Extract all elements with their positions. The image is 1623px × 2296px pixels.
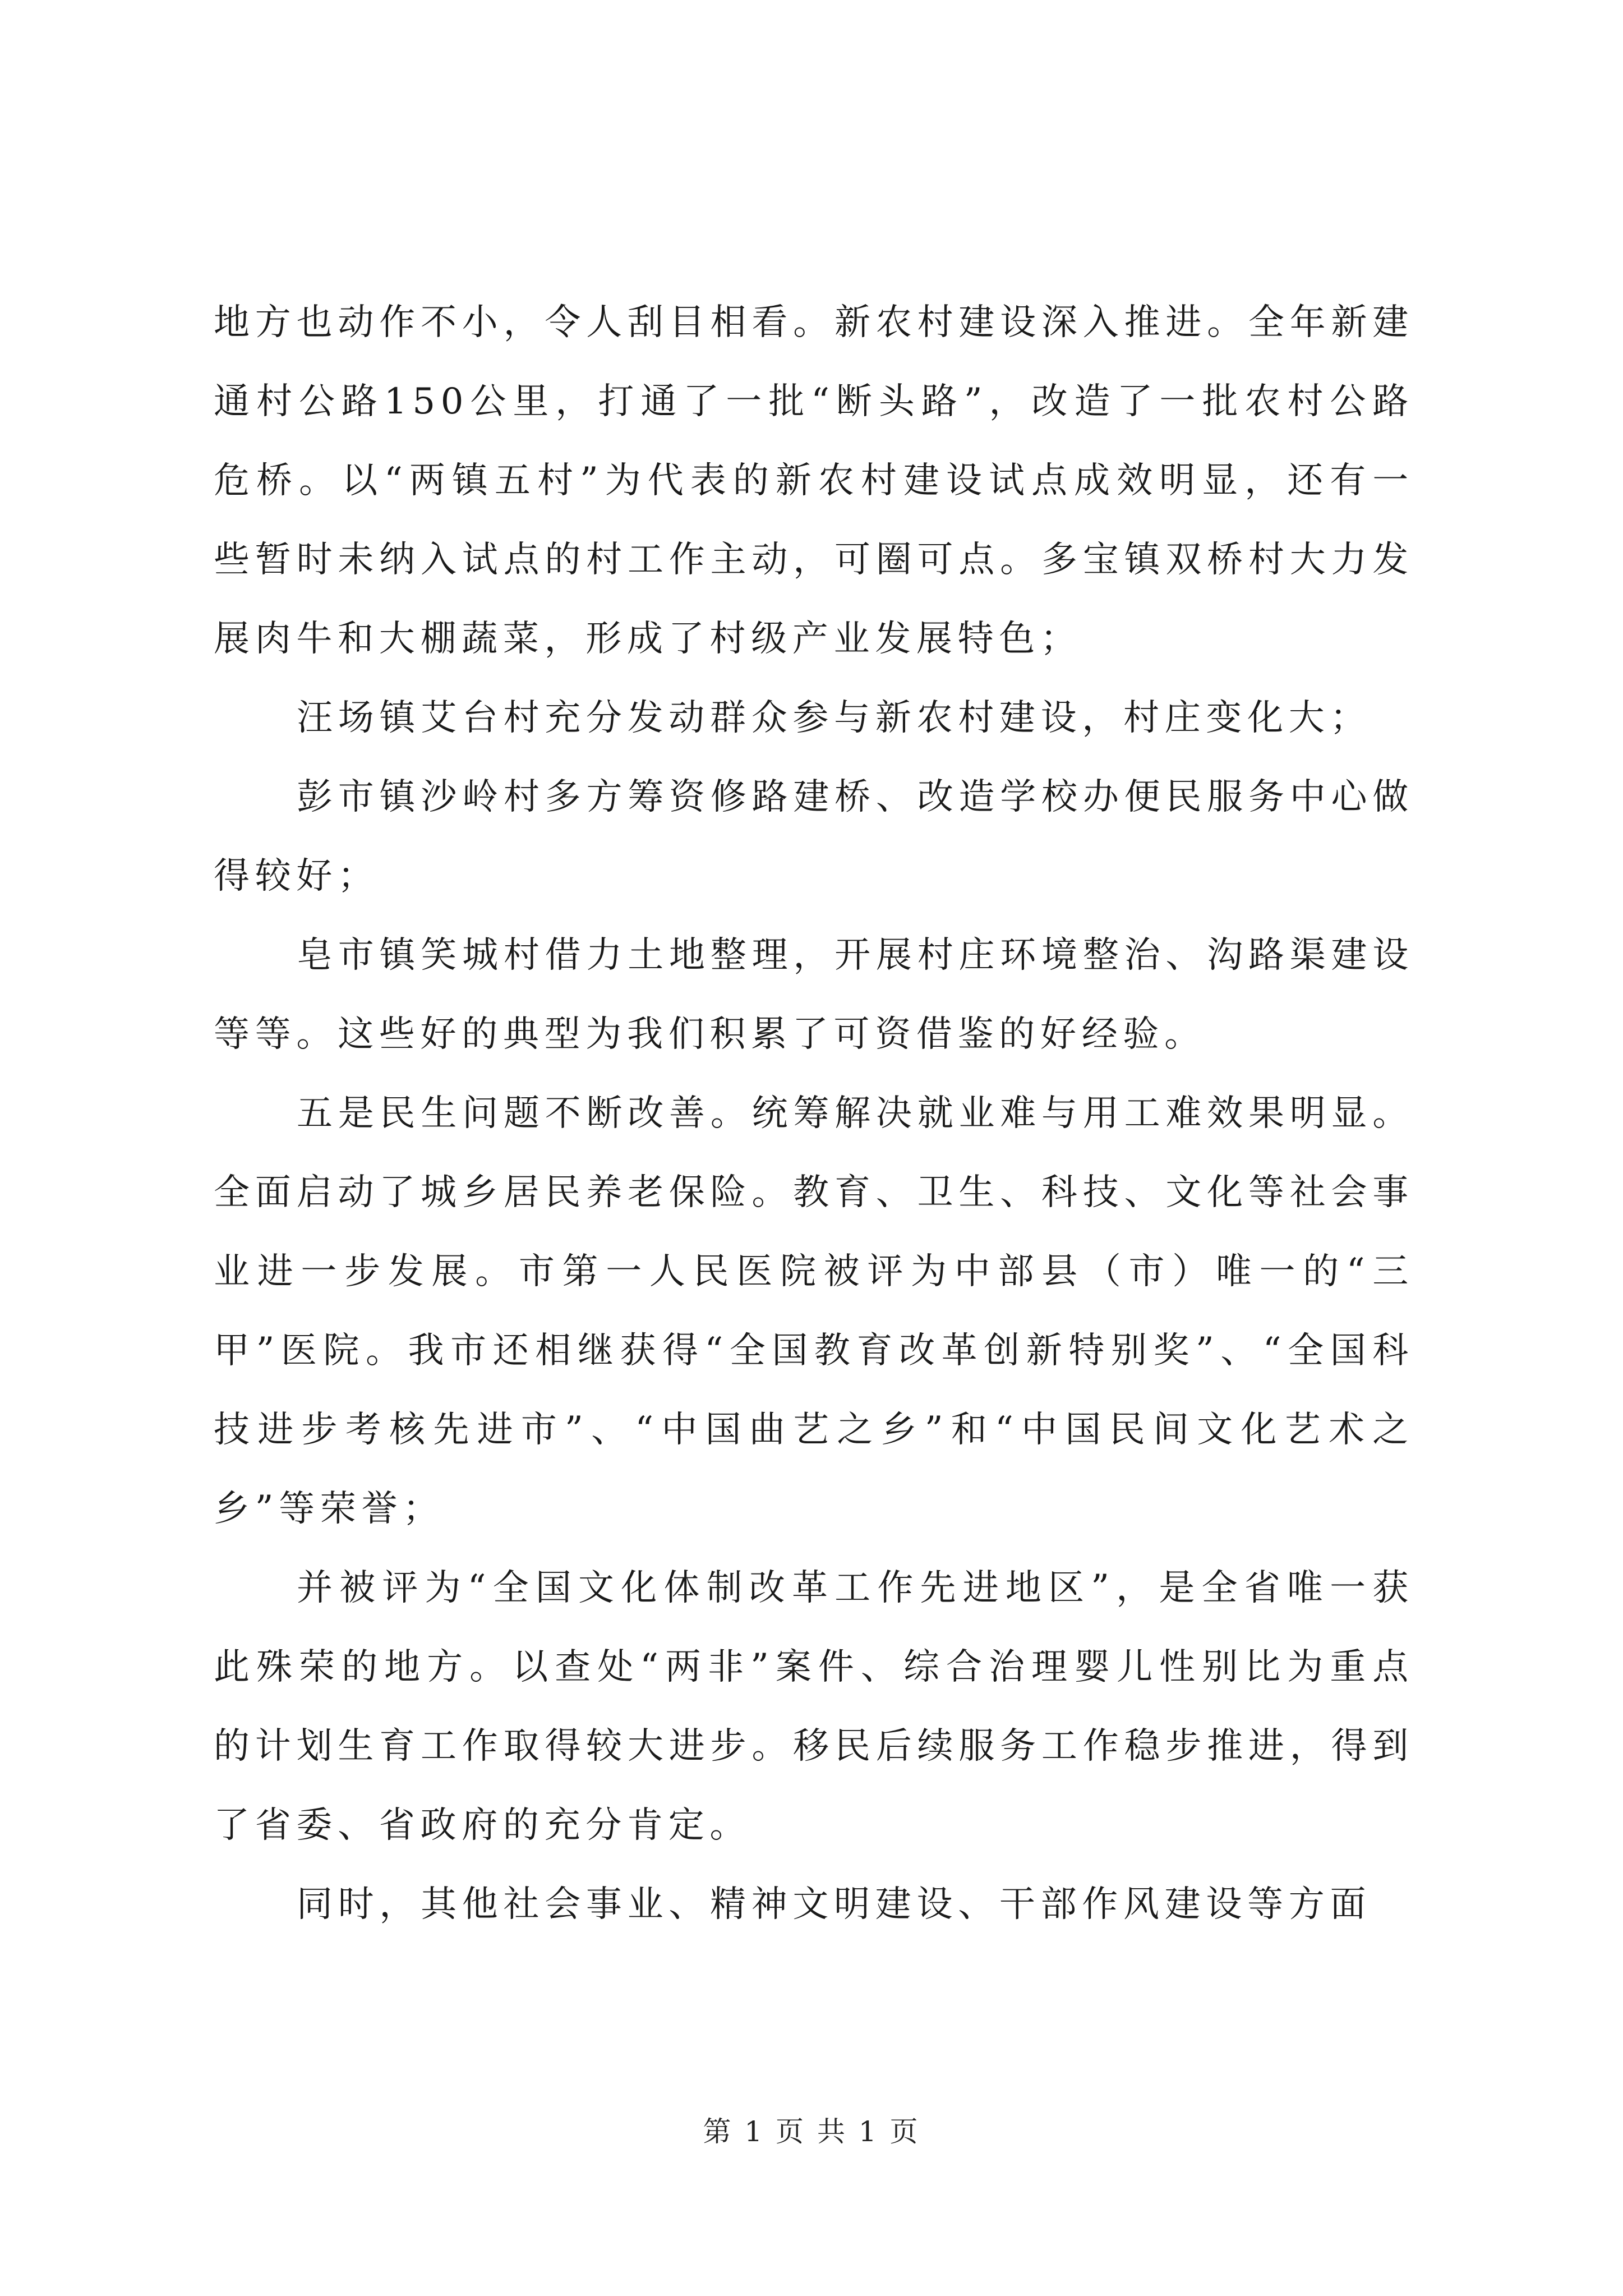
page-footer [0,2115,1623,2148]
paragraph-1: 地方也动作不小，令人刮目相看。新农村建设深入推进。全年新建通村公路150公里，打通了一批“断头路”，改造了一批农村公路危桥。以“两镇五村”为代表的新农村建设试点成效明显，还有一些暂时未纳入试点的村工作主动，可圈可点。多宝镇双桥村大力发展肉牛和大棚蔬菜，形成了村级产业发展特色； [214,302,1414,660]
document-body [214,283,1414,1944]
paragraph-5: 五是民生问题不断改善。统筹解决就业难与用工难效果明显。全面启动了城乡居民养老保险。教育、卫生、科技、文化等社会事业进一步发展。市第一人民医院被评为中部县（市）唯一的“三甲”医院。我市还相继获得“全国教育改革创新特别奖”、“全国科技进步考核先进市”、“中国曲艺之乡”和“中国民间文化艺术之乡”等荣誉； [214,1093,1414,1530]
paragraph-2: 汪场镇艾台村充分发动群众参与新农村建设，村庄变化大； [297,697,1372,739]
page-number-label: 第 1 页 共 1 页 [703,2115,920,2148]
paragraph-7: 同时，其他社会事业、精神文明建设、干部作风建设等方面 [297,1884,1372,1925]
paragraph-6: 并被评为“全国文化体制改革工作先进地区”，是全省唯一获此殊荣的地方。以查处“两非”案件、综合治理婴儿性别比为重点的计划生育工作取得较大进步。移民后续服务工作稳步推进，得到了省委、省政府的充分肯定。 [214,1567,1414,1846]
paragraph-3: 彭市镇沙岭村多方筹资修路建桥、改造学校办便民服务中心做得较好； [214,776,1414,897]
paragraph-4: 皂市镇笑城村借力土地整理，开展村庄环境整治、沟路渠建设等等。这些好的典型为我们积累了可资借鉴的好经验。 [214,935,1414,1055]
